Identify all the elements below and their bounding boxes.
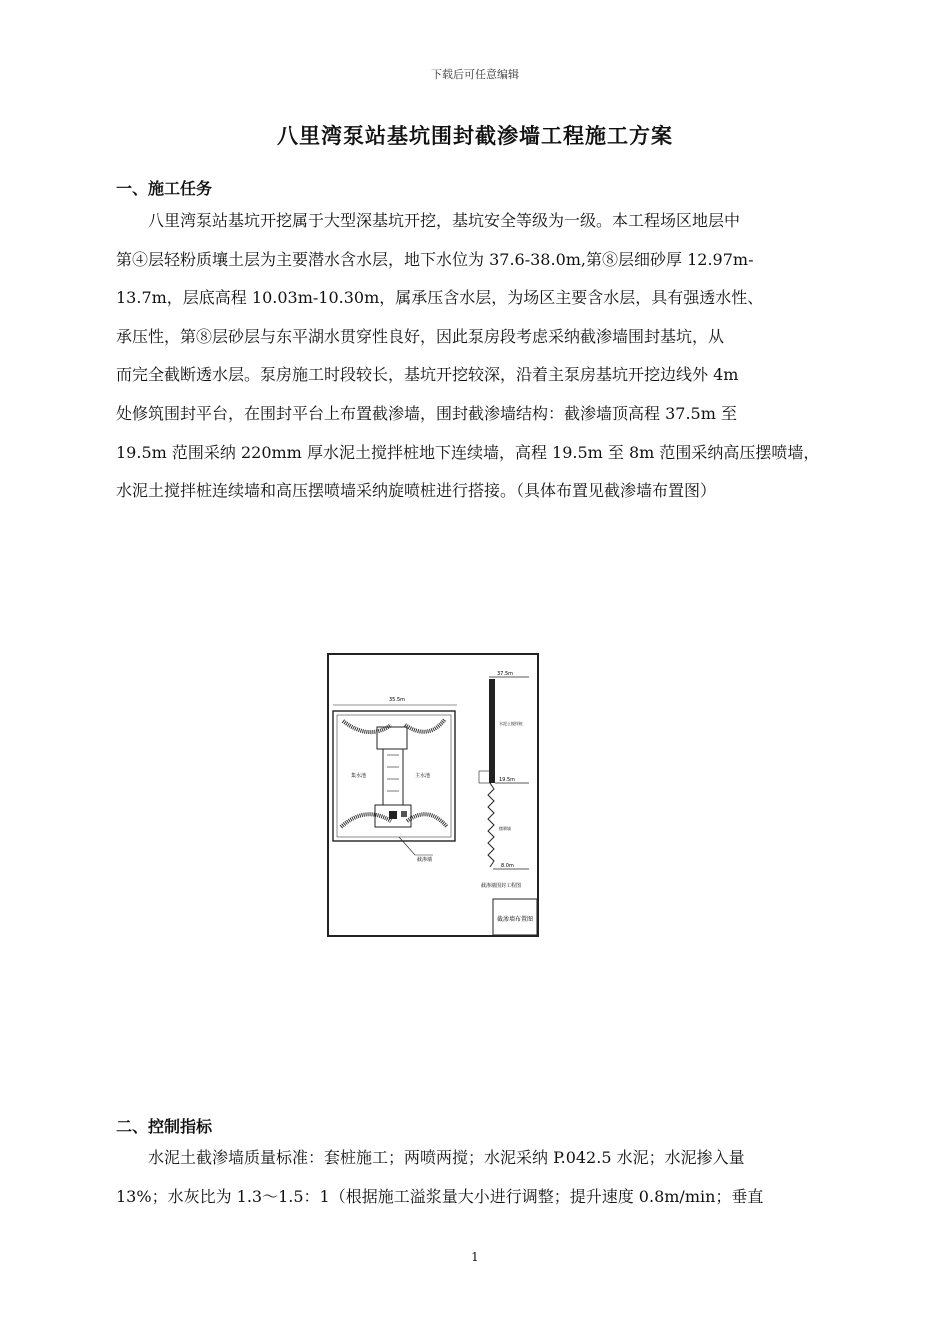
section-caption: 截渗墙围封工程图 bbox=[481, 883, 522, 889]
jet-grout-wall bbox=[488, 783, 494, 867]
paragraph-line: 水泥土搅拌桩连续墙和高压摆喷墙采纳旋喷桩进行搭接。（具体布置见截渗墙布置图） bbox=[116, 481, 717, 501]
wall-label-upper: 水泥土搅拌桩 bbox=[499, 721, 523, 726]
paragraph-line: 19.5m 范围采纳 220mm 厚水泥土搅拌桩地下连续墙，高程 19.5m 至 8m 范围采纳高压摆喷墙， bbox=[116, 442, 820, 462]
plan-dimension-label: 35.5m bbox=[389, 697, 406, 703]
ramp-bottom-right bbox=[407, 814, 447, 827]
label-left-basin: 集水池 bbox=[351, 773, 367, 779]
pump-symbol bbox=[401, 811, 407, 817]
mixing-pile-wall bbox=[489, 679, 495, 783]
paragraph-line: 水泥土截渗墙质量标准：套桩施工；两喷两搅；水泥采纳 P.042.5 水泥；水泥掺入量 bbox=[148, 1148, 745, 1167]
cutoff-wall-layout-drawing bbox=[327, 653, 539, 937]
section-heading-1: 一、施工任务 bbox=[116, 179, 213, 198]
paragraph-line: 承压性，第⑧层砂层与东平湖水贯穿性良好，因此泵房段考虑采纳截渗墙围封基坑，从 bbox=[116, 326, 725, 346]
paragraph-line: 第④层轻粉质壤土层为主要潜水含水层，地下水位为 37.6-38.0m,第⑧层细砂厚 12.97m- bbox=[116, 249, 754, 269]
ramp-bottom-left bbox=[341, 814, 391, 827]
title-block-text: 截渗墙布置图 bbox=[497, 916, 534, 923]
elevation-bottom-label: 8.0m bbox=[501, 863, 514, 869]
page-number: 1 bbox=[471, 1250, 479, 1264]
cutoff-wall-mark: 截渗墙 bbox=[417, 857, 433, 863]
document-title: 八里湾泵站基坑围封截渗墙工程施工方案 bbox=[277, 123, 673, 148]
paragraph-line: 而完全截断透水层。泵房施工时段较长，基坑开挖较深，沿着主泵房基坑开挖边线外 4m bbox=[116, 365, 739, 385]
paragraph-line: 13%；水灰比为 1.3～1.5：1（根据施工溢浆量大小进行调整；提升速度 0.8m/min；垂直 bbox=[116, 1186, 764, 1206]
paragraph-line: 处修筑围封平台，在围封平台上布置截渗墙，围封截渗墙结构：截渗墙顶高程 37.5m 至 bbox=[116, 403, 737, 423]
label-right-basin: 主水池 bbox=[415, 773, 431, 779]
paragraph-line: 八里湾泵站基坑开挖属于大型深基坑开挖，基坑安全等级为一级。本工程场区地层中 bbox=[148, 211, 741, 230]
pump-house-core bbox=[383, 749, 403, 805]
pump-house-top bbox=[377, 727, 407, 749]
ramp-top-right bbox=[405, 719, 445, 732]
drawing-svg bbox=[329, 655, 537, 935]
header-note: 下载后可任意编辑 bbox=[431, 68, 519, 81]
section-2-paragraph bbox=[116, 1139, 861, 1216]
pump-symbol bbox=[389, 811, 397, 819]
elevation-mid-label: 19.5m bbox=[499, 777, 516, 783]
section-1-paragraph bbox=[116, 202, 861, 511]
wall-label-lower: 摆喷墙 bbox=[499, 826, 511, 831]
elevation-top-label: 37.5m bbox=[497, 671, 514, 677]
section-heading-2: 二、控制指标 bbox=[116, 1117, 213, 1136]
paragraph-line: 13.7m，层底高程 10.03m-10.30m，属承压含水层，为场区主要含水层，具有强透水性、 bbox=[116, 288, 764, 308]
